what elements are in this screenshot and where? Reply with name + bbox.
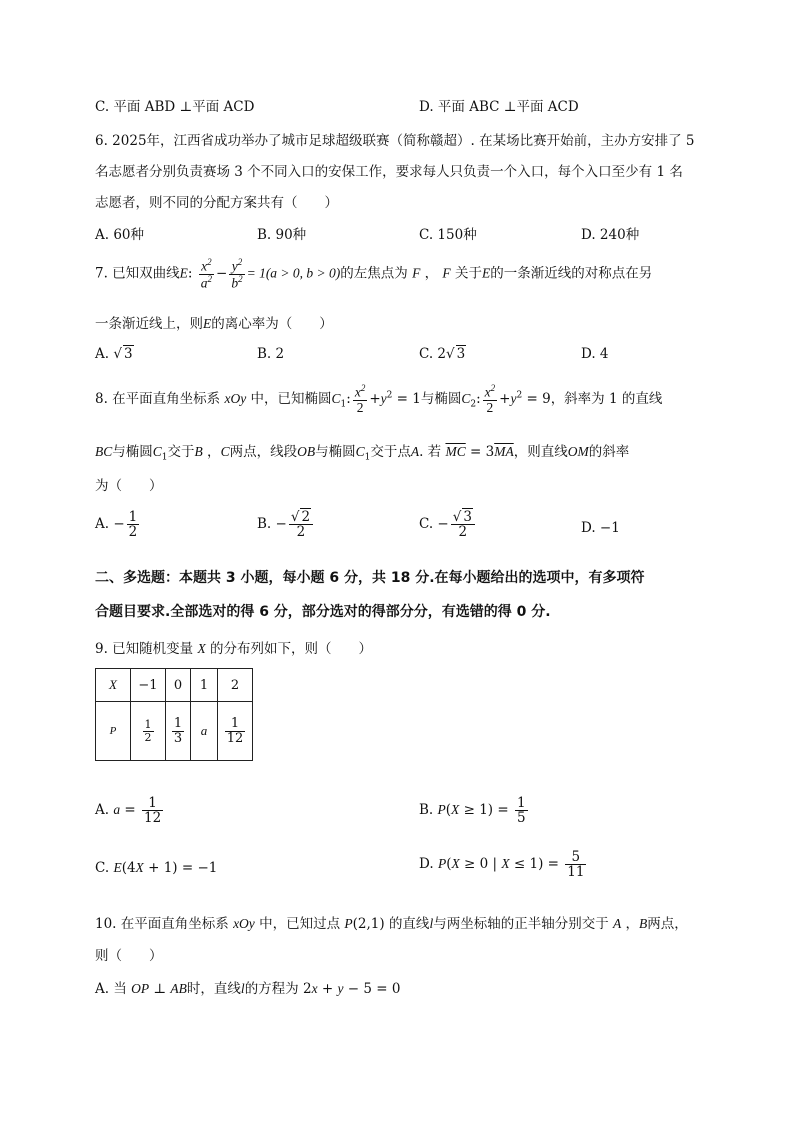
q8-option-b: B. − $\frac{√ 2}{2}$ [257, 510, 315, 539]
q10-option-a: A. 当 OP ⊥ AB时，直线l的方程为 2x + y − 5 = 0 [95, 981, 401, 997]
table-cell: $\frac{1}{2}$ [131, 702, 166, 761]
q7-prefix: 7. 已知双曲线 [95, 265, 180, 282]
q10-line-2: 则（ ） [95, 948, 163, 964]
table-row-label-p: P [96, 702, 131, 761]
distribution-table [95, 668, 253, 761]
q9-option-b: B. P(X ≥ 1) = $\frac{1}{5}$ [419, 795, 526, 827]
q7-eq-tail: = 1(a > 0, b > 0) [246, 265, 341, 281]
q8-line-3: 为（ ） [95, 478, 163, 494]
q6-option-c: C. 150种 [419, 227, 477, 243]
q6-option-b: B. 90种 [257, 227, 307, 243]
q8-option-d: D. −1 [581, 520, 620, 536]
q7-option-a: A. √ 3 [95, 346, 133, 362]
q5-option-c: C. 平面 ABD ⊥平面 ACD [95, 99, 255, 115]
q6-option-d: D. 240种 [581, 227, 640, 243]
table-cell: a [191, 702, 218, 761]
q6-line-2: 名志愿者分别负责赛场 3 个不同入口的安保工作，要求每人只负责一个入口，每个入口至少有 1 名 [95, 164, 683, 180]
q7-line-2: 一条渐近线上，则E的离心率为（ ） [95, 316, 333, 332]
q6-line-1: 6. 2025年，江西省成功举办了城市足球超级联赛（简称赣超）. 在某场比赛开始前，主办方安排了 5 [95, 133, 695, 149]
q8-option-a: A. − $\frac{1}{2}$ [95, 509, 138, 541]
q10-line-1: 10. 在平面直角坐标系 xOy 中，已知过点 P(2,1) 的直线l与两坐标轴的正半轴分别交于 A ，B两点， [95, 916, 688, 932]
section-2-line-1: 二、多选题：本题共 3 小题，每小题 6 分，共 18 分.在每小题给出的选项中，有多项符 [95, 570, 645, 586]
q8-line-2: BC与椭圆$C_1$交于B ，C两点，线段OB与椭圆$C_1$交于点A. 若 $\overline{MC} = 3\overline{MA}$，则直线OM的斜率 [95, 444, 630, 463]
table-header-cell: 1 [191, 669, 218, 702]
q9-option-d: D. P(X ≥ 0 | X ≤ 1) = $\frac{5}{11}$ [419, 849, 585, 881]
q5-option-d: D. 平面 ABC ⊥平面 ACD [419, 99, 579, 115]
table-header-cell: 2 [218, 669, 253, 702]
q6-line-3: 志愿者，则不同的分配方案共有（ ） [95, 195, 338, 211]
table-header-cell: −1 [131, 669, 166, 702]
q6-option-a: A. 60种 [95, 227, 145, 243]
q9-stem: 9. 已知随机变量 X 的分布列如下，则（ ） [95, 641, 373, 657]
q8-line-1: 8. 在平面直角坐标系 xOy 中，已知椭圆$C_1$: $\frac{x^2}{2}$ $+y^2 = 1$与椭圆$C_2$: $\frac{x^2}{2}$ $+y^2 = 9$，斜率为 1 的直线 [95, 383, 663, 415]
q9-option-a: A. a = $\frac{1}{12}$ [95, 795, 162, 827]
q9-option-c: C. E(4X + 1) = −1 [95, 860, 218, 876]
q7-option-d: D. 4 [581, 346, 609, 362]
table-cell: $\frac{1}{3}$ [166, 702, 191, 761]
section-2-line-2: 合题目要求.全部选对的得 6 分，部分选对的得部分分，有选错的得 0 分. [95, 604, 551, 620]
table-header-cell: 0 [166, 669, 191, 702]
q7-line-1: 7. 已知双曲线E: $\frac{x^2}{a^2}$ − $\frac{y^2}{b^2}$ = 1(a > 0, b > 0)的左焦点为 F ， F 关于E的一条渐近线的对称点在另 [95, 257, 653, 291]
q7-frac-x: $\frac{x^2}{a^2}$ [200, 257, 213, 291]
q7-option-b: B. 2 [257, 346, 285, 362]
table-header-x: X [96, 669, 131, 702]
q7-option-c: C. 2√ 3 [419, 346, 466, 362]
table-cell: $\frac{1}{12}$ [218, 702, 253, 761]
q8-option-c: C. − $\frac{√ 3}{2}$ [419, 510, 477, 539]
q7-frac-y: $\frac{y^2}{b^2}$ [231, 257, 243, 291]
